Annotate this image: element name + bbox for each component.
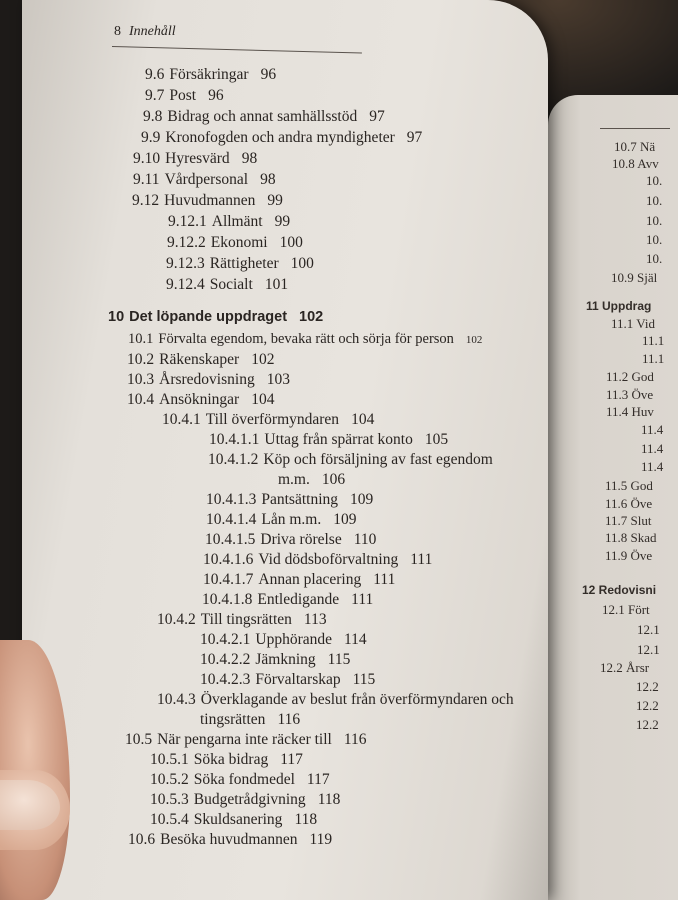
right-toc-entry: 10. xyxy=(646,173,663,188)
entry-number: 10.1 xyxy=(128,331,154,347)
toc-entry xyxy=(127,371,290,389)
entry-page: 113 xyxy=(303,611,327,628)
toc-entry xyxy=(150,811,317,829)
entry-number: 9.12.3 xyxy=(166,255,205,272)
entry-title: Annan placering xyxy=(258,571,362,588)
toc-entry xyxy=(168,213,290,231)
page-number: 8 xyxy=(114,24,121,39)
entry-page: 119 xyxy=(309,831,333,848)
entry-number: 10.4 xyxy=(127,391,155,408)
entry-number: 10.4.1.3 xyxy=(206,491,257,508)
entry-page: 118 xyxy=(317,791,341,808)
right-toc-entry: 11.3 Öve xyxy=(606,387,654,402)
right-toc-entry: 11.1 Vid xyxy=(611,316,656,331)
toc-entry xyxy=(145,66,276,84)
right-toc-entry: 10. xyxy=(646,232,663,247)
entry-page: 98 xyxy=(241,150,258,167)
entry-page: 99 xyxy=(267,192,283,209)
entry-number: 9.11 xyxy=(133,171,160,188)
entry-page: 100 xyxy=(290,255,314,272)
toc-entry xyxy=(157,611,327,629)
right-toc-entry: 11 Uppdrag xyxy=(586,299,652,313)
toc-entry xyxy=(150,791,340,809)
entry-page: 111 xyxy=(373,571,396,588)
entry-page: 115 xyxy=(352,671,376,688)
right-toc-entry: 10. xyxy=(646,213,663,228)
entry-page: 97 xyxy=(406,129,423,146)
entry-page: 114 xyxy=(344,631,367,648)
right-toc-entry: 10.9 Själ xyxy=(611,270,658,285)
right-toc-entry: 12.1 Fört xyxy=(602,602,650,617)
right-toc-entry: 11.4 xyxy=(641,459,664,474)
toc-entry xyxy=(125,731,367,749)
right-toc-entry: 11.9 Öve xyxy=(605,548,653,563)
toc-entry xyxy=(203,571,395,589)
entry-number: 10.4.2.1 xyxy=(200,631,251,648)
entry-title: Skuldsanering xyxy=(193,811,283,828)
entry-number: 10.5.4 xyxy=(150,811,189,828)
right-toc-entry: 10.8 Avv xyxy=(612,156,659,171)
entry-title: Kronofogden och andra myndigheter xyxy=(165,129,395,146)
right-toc-entry: 11.4 xyxy=(641,441,664,456)
toc-entry xyxy=(208,451,505,469)
entry-page: 99 xyxy=(274,213,291,230)
toc-entry xyxy=(127,351,274,369)
entry-title: Post xyxy=(169,87,197,104)
entry-page: 102 xyxy=(465,334,483,346)
entry-page: 117 xyxy=(280,751,303,768)
entry-title: Uttag från spärrat konto xyxy=(264,431,413,448)
entry-number: 10.4.2.2 xyxy=(200,651,251,668)
toc-entry xyxy=(128,831,332,849)
entry-number: 10 xyxy=(108,309,125,325)
toc-entry xyxy=(166,276,288,294)
right-toc-entry: 12.2 Årsr xyxy=(600,660,650,675)
entry-number: 10.4.2.3 xyxy=(200,671,251,688)
entry-number: 10.5.3 xyxy=(150,791,189,808)
right-toc-entry: 11.4 Huv xyxy=(606,404,654,419)
running-head xyxy=(114,24,176,40)
right-toc-entry: 11.6 Öve xyxy=(605,496,653,511)
right-toc-entry: 11.1 xyxy=(642,333,665,348)
toc-entry xyxy=(200,671,375,689)
entry-title: Vårdpersonal xyxy=(164,171,249,188)
entry-title: Årsredovisning xyxy=(159,371,255,388)
entry-page: 111 xyxy=(351,591,374,608)
right-toc-entry: 11.2 God xyxy=(606,369,654,384)
entry-title: Till tingsrätten xyxy=(200,611,292,628)
toc-entry xyxy=(200,711,300,729)
toc-entry xyxy=(108,308,323,326)
right-toc-entry: 10. xyxy=(646,251,663,266)
entry-title: Söka bidrag xyxy=(193,751,269,768)
entry-title: Söka fondmedel xyxy=(193,771,295,788)
entry-number: 10.6 xyxy=(128,831,156,848)
entry-title: Jämkning xyxy=(255,651,316,668)
entry-number: 10.5.2 xyxy=(150,771,189,788)
right-header-rule xyxy=(600,128,670,129)
entry-number: 9.12.4 xyxy=(166,276,205,293)
toc-entry xyxy=(205,531,376,549)
right-toc-entry: 10.7 Nä xyxy=(614,139,656,154)
entry-title: Budgetrådgivning xyxy=(193,791,306,808)
entry-number: 10.4.1.5 xyxy=(205,531,256,548)
toc-entry xyxy=(133,171,276,189)
entry-title: Pantsättning xyxy=(261,491,339,508)
entry-title: Entledigande xyxy=(257,591,340,608)
toc-entry xyxy=(132,192,283,210)
entry-title: Driva rörelse xyxy=(260,531,342,548)
right-toc-entry: 12 Redovisni xyxy=(582,583,657,597)
toc-entry xyxy=(150,751,303,769)
entry-number: 9.9 xyxy=(141,129,161,146)
toc-entry xyxy=(278,471,345,489)
toc-entry xyxy=(206,511,356,529)
entry-page: 106 xyxy=(321,471,346,488)
right-toc-entry: 12.2 xyxy=(636,717,659,732)
entry-page: 110 xyxy=(353,531,377,548)
entry-title: Försäkringar xyxy=(169,66,249,83)
right-toc-entry: 12.1 xyxy=(637,622,660,637)
toc-entry xyxy=(157,691,526,709)
entry-number: 9.6 xyxy=(145,66,165,83)
right-toc-entry: 11.5 God xyxy=(605,478,653,493)
entry-number: 9.7 xyxy=(145,87,165,104)
entry-number: 10.4.1.8 xyxy=(202,591,253,608)
entry-number: 10.4.3 xyxy=(157,691,196,708)
entry-page: 98 xyxy=(260,171,276,188)
toc-entry xyxy=(145,87,224,105)
entry-title: Allmänt xyxy=(211,213,263,230)
toc-entry xyxy=(128,330,482,349)
entry-title: När pengarna inte räcker till xyxy=(157,731,332,748)
entry-number: 10.4.1.2 xyxy=(208,451,259,468)
entry-number: 10.4.1.6 xyxy=(203,551,254,568)
right-toc-entry: 11.1 xyxy=(642,351,665,366)
entry-page: 117 xyxy=(306,771,330,788)
toc-entry xyxy=(167,234,303,252)
entry-page: 104 xyxy=(351,411,375,428)
right-toc-entry: 12.2 xyxy=(636,698,659,713)
toc-entry xyxy=(209,431,448,449)
entry-page: 111 xyxy=(410,551,433,568)
entry-title: Köp och försäljning av fast egendom xyxy=(263,451,493,468)
right-toc-entry: 11.8 Skad xyxy=(605,530,657,545)
thumbnail xyxy=(0,780,60,830)
toc-entry xyxy=(166,255,314,273)
entry-number: 9.8 xyxy=(143,108,163,125)
entry-title: Lån m.m. xyxy=(261,511,322,528)
entry-title: Besöka huvudmannen xyxy=(160,831,298,848)
toc-entry xyxy=(200,631,367,649)
entry-title: Ekonomi xyxy=(210,234,268,251)
toc-entry xyxy=(162,411,374,429)
entry-page: 115 xyxy=(327,651,351,668)
right-toc-entry: 10. xyxy=(646,193,663,208)
toc-entry xyxy=(143,108,385,126)
toc-entry xyxy=(150,771,330,789)
entry-number: 10.2 xyxy=(127,351,155,368)
entry-number: 10.4.1.4 xyxy=(206,511,257,528)
toc-entry xyxy=(203,551,432,569)
right-toc-entry: 12.1 xyxy=(637,642,660,657)
entry-title: Räkenskaper xyxy=(159,351,240,368)
entry-title: Till överförmyndaren xyxy=(205,411,340,428)
entry-title: Vid dödsboförvaltning xyxy=(258,551,399,568)
entry-page: 109 xyxy=(333,511,357,528)
entry-page: 102 xyxy=(251,351,275,368)
entry-page: 109 xyxy=(350,491,374,508)
entry-page: 118 xyxy=(294,811,318,828)
entry-number: 10.5 xyxy=(125,731,153,748)
entry-title: tingsrätten xyxy=(200,711,266,728)
entry-title: Rättigheter xyxy=(209,255,279,272)
entry-page: 104 xyxy=(251,391,275,408)
entry-number: 9.12.1 xyxy=(168,213,207,230)
entry-page: 96 xyxy=(208,87,224,104)
entry-title: Ansökningar xyxy=(159,391,240,408)
toc-entry xyxy=(206,491,373,509)
entry-title: Förvalta egendom, bevaka rätt och sörja för person xyxy=(158,331,454,347)
entry-page: 103 xyxy=(266,371,290,388)
toc-entry xyxy=(202,591,373,609)
running-title: Innehåll xyxy=(129,24,176,39)
toc-entry xyxy=(133,150,257,168)
entry-page: 101 xyxy=(264,276,289,293)
toc-entry xyxy=(200,651,350,669)
entry-number: 10.4.1.1 xyxy=(209,431,260,448)
entry-title: Bidrag och annat samhällsstöd xyxy=(167,108,358,125)
entry-page: 102 xyxy=(299,309,324,325)
entry-number: 10.5.1 xyxy=(150,751,189,768)
entry-page: 96 xyxy=(260,66,277,83)
toc-entry xyxy=(141,129,422,147)
entry-page: 105 xyxy=(424,431,449,448)
right-toc-entry: 11.7 Slut xyxy=(605,513,652,528)
entry-title: Det löpande uppdraget xyxy=(129,309,288,325)
entry-number: 10.4.2 xyxy=(157,611,196,628)
entry-page: 100 xyxy=(279,234,303,251)
entry-title: Hyresvärd xyxy=(165,150,230,167)
entry-number: 10.3 xyxy=(127,371,155,388)
entry-title: Socialt xyxy=(209,276,253,293)
entry-title: Överklagande av beslut från överförmyndaren och xyxy=(200,691,514,708)
entry-number: 10.4.1 xyxy=(162,411,201,428)
entry-title: Huvudmannen xyxy=(164,192,256,209)
toc-entry xyxy=(127,391,274,409)
entry-title: Förvaltarskap xyxy=(255,671,341,688)
entry-number: 9.10 xyxy=(133,150,161,167)
entry-number: 9.12 xyxy=(132,192,160,209)
entry-title: Upphörande xyxy=(255,631,332,648)
right-toc-entry: 11.4 xyxy=(641,422,664,437)
entry-title: m.m. xyxy=(278,471,310,488)
entry-number: 10.4.1.7 xyxy=(203,571,254,588)
right-toc-entry: 12.2 xyxy=(636,679,659,694)
entry-page: 116 xyxy=(343,731,367,748)
entry-page: 116 xyxy=(277,711,301,728)
entry-number: 9.12.2 xyxy=(167,234,206,251)
entry-page: 97 xyxy=(369,108,385,125)
